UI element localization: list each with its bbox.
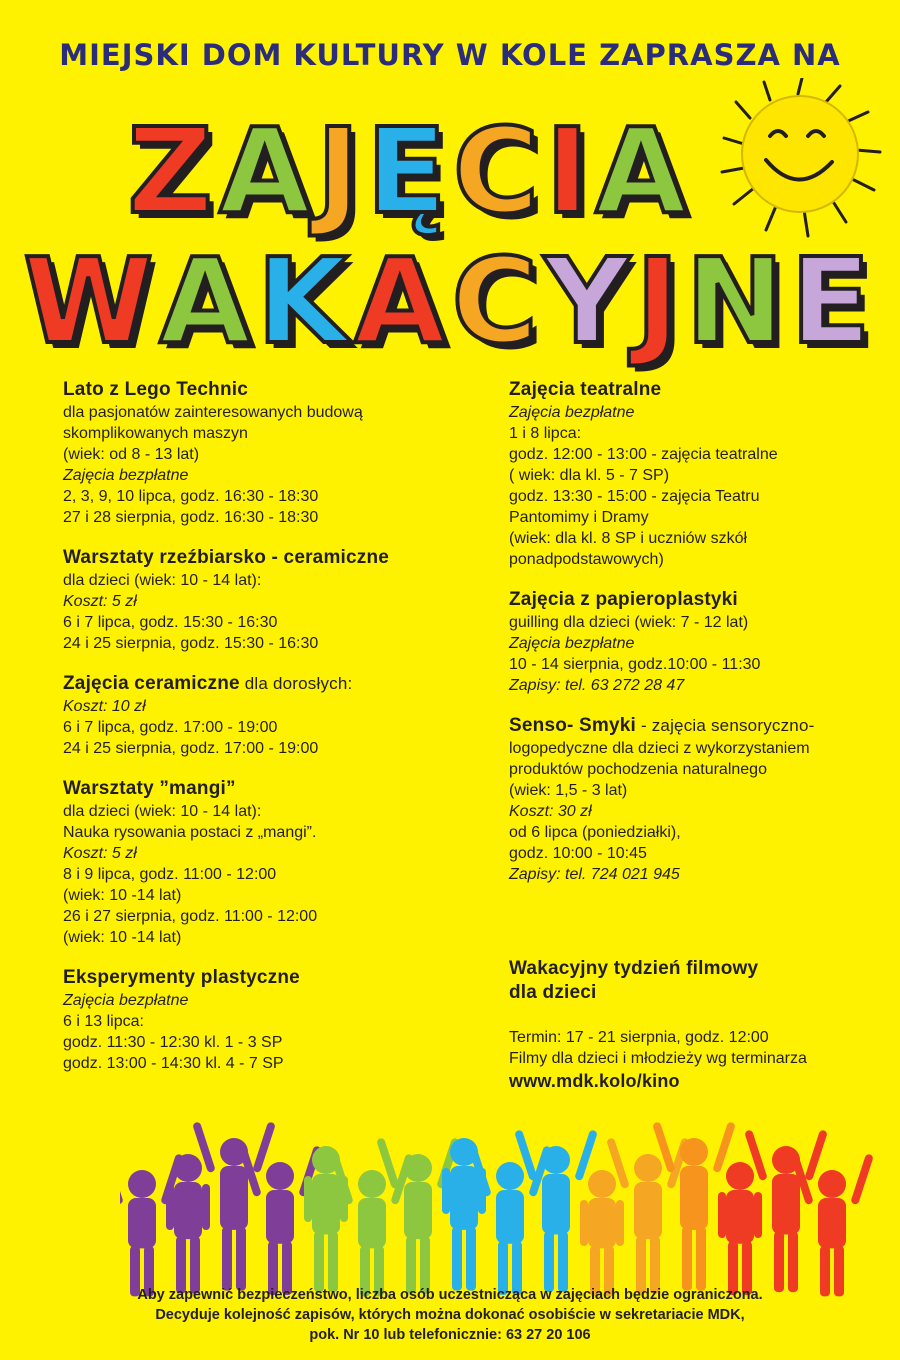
activity-line: 6 i 7 lipca, godz. 17:00 - 19:00 (63, 719, 278, 736)
activity-title-suffix: - zajęcia sensoryczno- (636, 716, 815, 735)
title-letter: J (316, 102, 367, 240)
activity-line: Zapisy: tel. 63 272 28 47 (509, 677, 685, 694)
activity-line: 2, 3, 9, 10 lipca, godz. 16:30 - 18:30 (63, 488, 319, 505)
activity-title (509, 714, 889, 738)
activity-line: 26 i 27 sierpnia, godz. 11:00 - 12:00 (63, 908, 318, 925)
activity-title-text: Senso- Smyki (509, 715, 637, 736)
activity-title-text: Zajęcia ceramiczne (63, 673, 240, 694)
activity-block (509, 714, 889, 885)
activity-line: ( wiek: dla kl. 5 - 7 SP) (509, 467, 670, 484)
activity-line: Koszt: 5 zł (63, 845, 137, 862)
title-letter: Y (544, 232, 636, 370)
activity-title (509, 378, 889, 402)
activity-line: od 6 lipca (poniedziałki), (509, 824, 681, 841)
activity-line: (wiek: 10 -14 lat) (63, 929, 182, 946)
activity-title (63, 966, 463, 990)
activity-line: Zapisy: tel. 724 021 945 (509, 866, 680, 883)
activity-title (63, 777, 463, 801)
activity-title (63, 546, 463, 570)
activity-title-suffix: dla dorosłych: (239, 674, 353, 693)
activity-line: 6 i 13 lipca: (63, 1013, 144, 1030)
activity-line: dla dzieci (wiek: 10 - 14 lat): (63, 572, 262, 589)
activity-line: dla pasjonatów zainteresowanych budową (63, 404, 363, 421)
film-term-line: Termin: 17 - 21 sierpnia, godz. 12:00 (509, 1029, 769, 1046)
activity-line: 27 i 28 sierpnia, godz. 16:30 - 18:30 (63, 509, 319, 526)
activity-line: Nauka rysowania postaci z „mangi”. (63, 824, 317, 841)
film-info-line: Filmy dla dzieci i młodzieży wg terminarza (509, 1050, 807, 1067)
footer-line-3: pok. Nr 10 lub telefonicznie: 63 27 20 106 (309, 1327, 591, 1343)
title-letter: K (256, 232, 355, 370)
child-silhouette (718, 1162, 762, 1295)
title-letter: A (595, 102, 693, 240)
right-column (509, 378, 889, 1093)
activity-line: Koszt: 5 zł (63, 593, 137, 610)
title-letter: W (23, 232, 160, 370)
activity-line: 24 i 25 sierpnia, godz. 15:30 - 16:30 (63, 635, 319, 652)
title-letter: C (452, 102, 546, 240)
activity-line: dla dzieci (wiek: 10 - 14 lat): (63, 803, 262, 820)
activity-line: ponadpodstawowych) (509, 551, 664, 568)
activity-title-text: Lato z Lego Technic (63, 379, 249, 400)
activity-title (63, 378, 463, 402)
title-line-wakacyjne (0, 232, 900, 370)
activity-line: 10 - 14 sierpnia, godz.10:00 - 11:30 (509, 656, 761, 673)
activity-line: Koszt: 30 zł (509, 803, 592, 820)
activity-line: godz. 10:00 - 10:45 (509, 845, 647, 862)
activity-block (63, 672, 463, 759)
activity-line: 8 i 9 lipca, godz. 11:00 - 12:00 (63, 866, 277, 883)
activity-line: guilling dla dzieci (wiek: 7 - 12 lat) (509, 614, 749, 631)
child-silhouette (790, 1153, 874, 1296)
activity-line: Zajęcia bezpłatne (63, 467, 189, 484)
activity-line: (wiek: 10 -14 lat) (63, 887, 182, 904)
child-silhouette (580, 1170, 624, 1296)
title-letter: I (545, 102, 596, 240)
activity-line: skomplikowanych maszyn (63, 425, 248, 442)
activity-line: (wiek: dla kl. 8 SP i uczniów szkół (509, 530, 748, 547)
title-letter: N (685, 232, 791, 370)
activity-title (509, 588, 889, 612)
activity-title-text: Warsztaty ”mangi” (63, 778, 236, 799)
activity-line: Zajęcia bezpłatne (63, 992, 189, 1009)
title-letter: Z (127, 102, 219, 240)
activity-line: Zajęcia bezpłatne (509, 404, 635, 421)
activity-block (63, 966, 463, 1074)
left-column (63, 378, 463, 1092)
activity-line: produktów pochodzenia naturalnego (509, 761, 767, 778)
activity-line: 24 i 25 sierpnia, godz. 17:00 - 19:00 (63, 740, 319, 757)
title-letter: J (635, 232, 686, 370)
sun-icon (718, 78, 896, 246)
activity-line: godz. 13:00 - 14:30 kl. 4 - 7 SP (63, 1055, 284, 1072)
activity-title-text: Zajęcia z papieroplastyki (509, 589, 738, 610)
activity-line: godz. 13:30 - 15:00 - zajęcia Teatru (509, 488, 760, 505)
film-week-block (509, 957, 889, 1093)
activity-line: Pantomimy i Dramy (509, 509, 649, 526)
activity-title-text: Eksperymenty plastyczne (63, 967, 300, 988)
activity-block (509, 378, 889, 570)
activity-line: 6 i 7 lipca, godz. 15:30 - 16:30 (63, 614, 278, 631)
film-title-line1: Wakacyjny tydzień filmowy (509, 958, 759, 979)
footer-line-2: Decyduje kolejność zapisów, których można dokonać osobiście w sekretariacie MDK, (155, 1307, 745, 1323)
children-silhouettes (120, 1120, 880, 1310)
activity-block (63, 546, 463, 654)
film-url-link[interactable]: www.mdk.kolo/kino (509, 1071, 680, 1091)
title-letter: C (451, 232, 545, 370)
activity-line: (wiek: od 8 - 13 lat) (63, 446, 200, 463)
activity-title-text: Zajęcia teatralne (509, 379, 662, 400)
title-letter: E (790, 232, 877, 370)
activity-line: 1 i 8 lipca: (509, 425, 582, 442)
child-silhouette (330, 1153, 414, 1296)
activity-line: (wiek: 1,5 - 3 lat) (509, 782, 628, 799)
activity-block (63, 378, 463, 528)
footer-line-1: Aby zapewnić bezpieczeństwo, liczba osób uczestnicząca w zajęciach będzie ograniczona. (137, 1287, 763, 1303)
footer-notice (0, 1285, 900, 1345)
activity-line: godz. 12:00 - 13:00 - zajęcia teatralne (509, 446, 778, 463)
activity-line: godz. 11:30 - 12:30 kl. 1 - 3 SP (63, 1034, 283, 1051)
activity-line: Koszt: 10 zł (63, 698, 146, 715)
activity-title-text: Warsztaty rzeźbiarsko - ceramiczne (63, 547, 390, 568)
child-silhouette (376, 1137, 460, 1293)
activity-block (509, 588, 889, 696)
activity-title (63, 672, 463, 696)
child-silhouette (468, 1145, 552, 1295)
activity-line: Zajęcia bezpłatne (509, 635, 635, 652)
film-title-line2: dla dzieci (509, 982, 597, 1003)
activity-block (63, 777, 463, 948)
activity-line: logopedyczne dla dzieci z wykorzystaniem (509, 740, 810, 757)
header-invitation: MIEJSKI DOM KULTURY W KOLE ZAPRASZA NA (59, 38, 841, 72)
title-letter: A (159, 232, 257, 370)
title-letter: Ę (366, 102, 453, 240)
title-letter: A (354, 232, 452, 370)
title-letter: A (218, 102, 317, 240)
